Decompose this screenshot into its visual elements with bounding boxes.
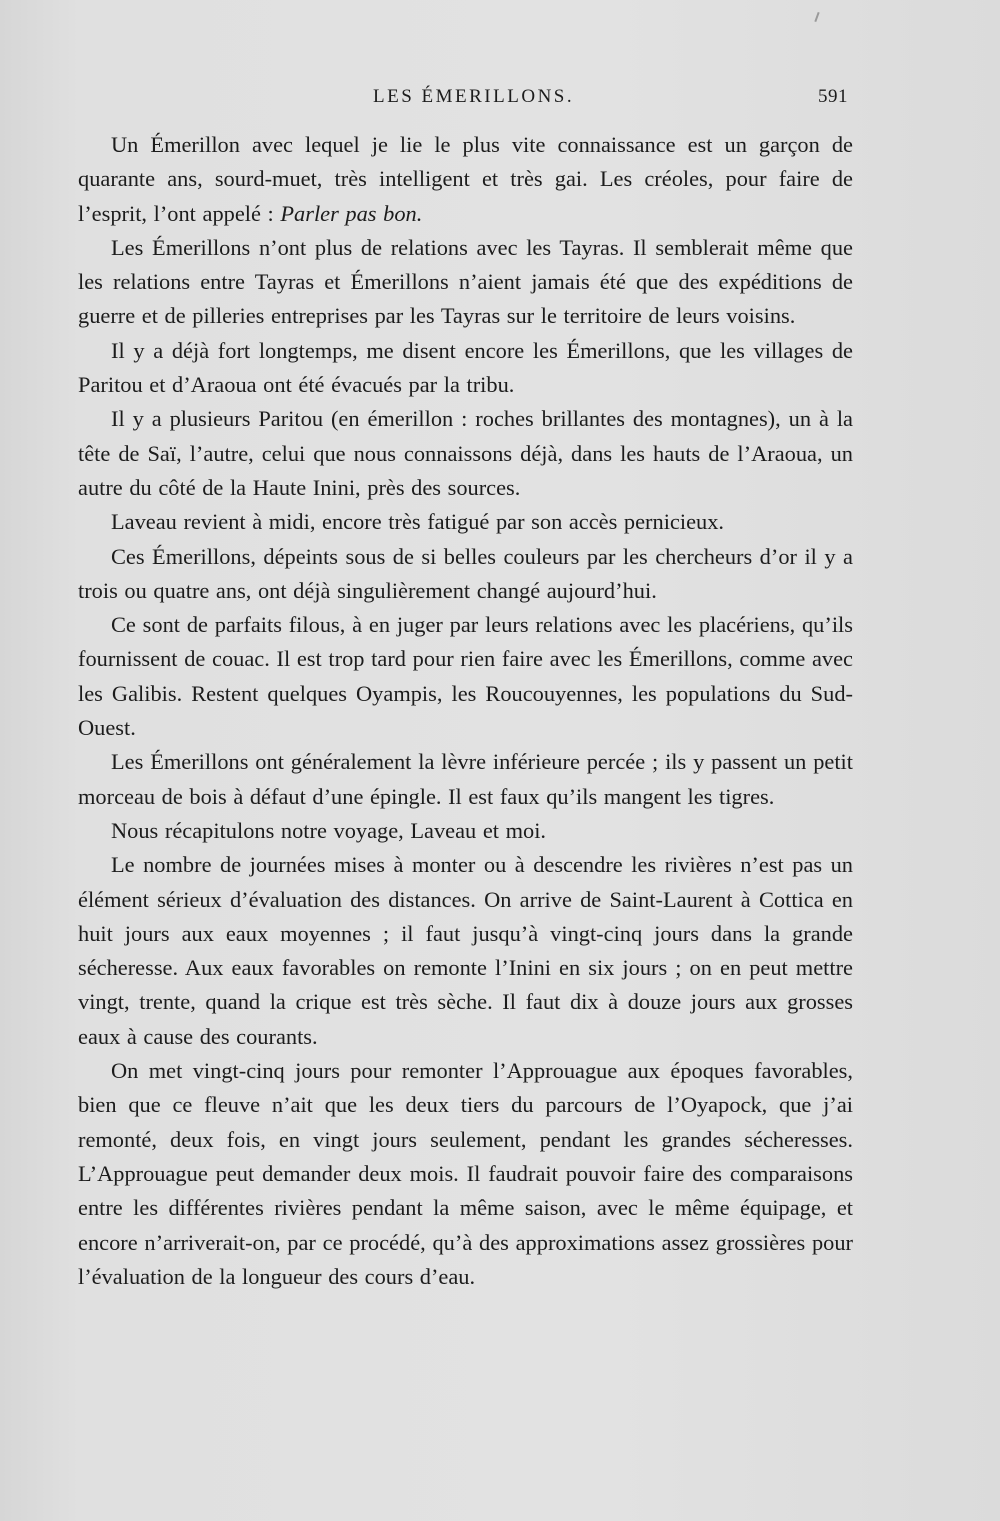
paragraph-3: Il y a déjà fort longtemps, me disent encore les Émerillons, que les villages de Paritou et d’Araoua ont été évacués par la tribu. [78,337,853,398]
paragraph-5: Laveau revient à midi, encore très fatigué par son accès pernicieux. [111,509,725,535]
page-number: 591 [818,86,848,107]
running-title: LES ÉMERILLONS. [373,86,575,107]
paragraph-9: Nous récapitulons notre voyage, Laveau et moi. [111,817,547,843]
paragraph-8: Les Émerillons ont généralement la lèvre inférieure percée ; ils y passent un petit morceau de bois à défaut d’une épingle. Il est faux qu’ils mangent les tigres. [78,749,853,809]
paper-speck [814,12,819,22]
paragraph-11: On met vingt-cinq jours pour remonter l’Approuague aux époques favorables, bien que ce fleuve n’ait que les deux tiers du parcours de l’Oyapock, que j’ai remonté, deux fois, en vingt jours seulement, pendant les grandes sécheresses. L’Approuague peut demander deux mois. Il faudrait pouvoir faire des comparaisons entre les différentes rivières pendant la même saison, avec le même équipage, et encore n’arriverait-on, par ce procédé, qu’à des approximations assez grossières pour l’évaluation de la longueur des cours d’eau. [78,1058,853,1289]
text-body [78,128,853,1294]
paragraph-1-text: Un Émerillon avec lequel je lie le plus vite connaissance est un garçon de quarante ans, sourd-muet, très intelligent et très gai. Les créoles, pour faire de l’esprit, l’ont appelé : [78,132,853,226]
paragraph-10: Le nombre de journées mises à monter ou à descendre les rivières n’est pas un élément sérieux d’évaluation des distances. On arrive de Saint-Laurent à Cottica en huit jours aux eaux moyennes ; il faut jusqu’à vingt-cinq jours dans la grande sécheresse. Aux eaux favorables on remonte l’Inini en six jours ; on en peut mettre vingt, trente, quand la crique est très sèche. Il faut dix à douze jours aux grosses eaux à cause des courants. [78,852,853,1049]
paragraph-4: Il y a plusieurs Paritou (en émerillon : roches brillantes des montagnes), un à la tête de Saï, l’autre, celui que nous connaissons déjà, dans les hauts de l’Araoua, un autre du côté de la Haute Inini, près des sources. [78,406,853,500]
paragraph-2: Les Émerillons n’ont plus de relations avec les Tayras. Il semblerait même que les relations entre Tayras et Émerillons n’aient jamais été que des expéditions de guerre et de pilleries entreprises par les Tayras sur le territoire de leurs voisins. [78,234,853,329]
paragraph-6: Ces Émerillons, dépeints sous de si belles couleurs par les chercheurs d’or il y a trois ou quatre ans, ont déjà singulièrement changé aujourd’hui. [78,543,853,603]
paragraph-1 [78,128,853,231]
running-head [78,86,848,116]
paragraph-7: Ce sont de parfaits filous, à en juger par leurs relations avec les placériens, qu’ils fournissent de couac. Il est trop tard pour rien faire avec les Émerillons, comme avec les Galibis. Restent quelques Oyampis, les Roucouyennes, les populations du Sud-Ouest. [78,612,853,741]
paragraph-1-emphasis: Parler pas bon. [280,200,423,226]
